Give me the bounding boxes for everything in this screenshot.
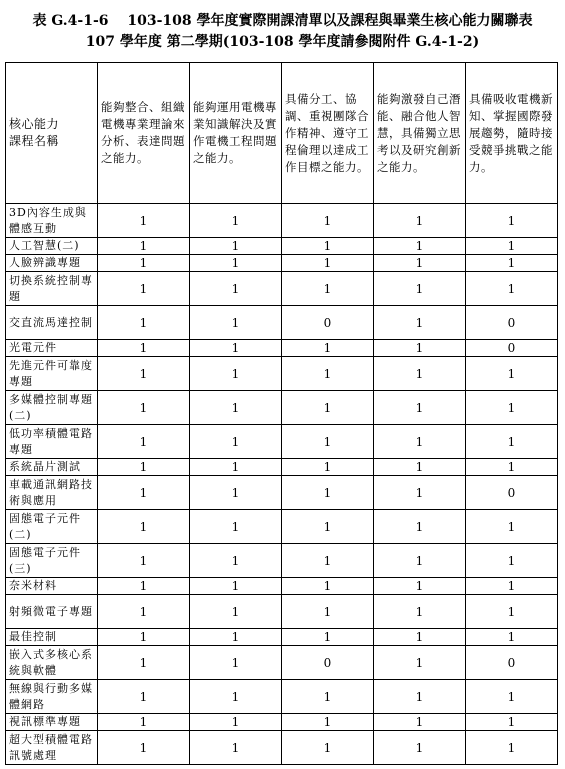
header-row (6, 63, 558, 204)
table-subcaption: 107 學年度 第二學期(103-108 學年度請參閱附件 G.4-1-2) (85, 34, 480, 50)
competency-value-cell: 1 (98, 340, 190, 357)
course-name-cell: 多媒體控制專題(二) (6, 391, 98, 425)
competency-value-cell: 1 (466, 544, 558, 578)
table-row (6, 391, 558, 425)
course-name-cell: 視訊標準專題 (6, 714, 98, 731)
competency-header-2: 能夠運用電機專業知識解決及實作電機工程問題之能力。 (190, 63, 282, 204)
competency-value-cell: 1 (282, 238, 374, 255)
competency-value-cell: 1 (190, 680, 282, 714)
competency-value-cell: 1 (466, 238, 558, 255)
competency-value-cell: 1 (282, 714, 374, 731)
competency-value-cell: 1 (190, 476, 282, 510)
course-name-cell: 奈米材料 (6, 578, 98, 595)
competency-value-cell: 1 (282, 204, 374, 238)
competency-value-cell: 0 (466, 476, 558, 510)
table-row (6, 595, 558, 629)
competency-value-cell: 1 (374, 629, 466, 646)
competency-value-cell: 1 (282, 629, 374, 646)
table-row (6, 357, 558, 391)
competency-value-cell: 1 (190, 714, 282, 731)
competency-value-cell: 1 (282, 731, 374, 765)
competency-value-cell: 1 (374, 544, 466, 578)
competency-value-cell: 1 (190, 459, 282, 476)
competency-value-cell: 1 (374, 238, 466, 255)
table-caption: 表 G.4-1-6 103-108 學年度實際開課清單以及課程與畢業生核心能力關聯表 (32, 13, 533, 29)
competency-value-cell: 1 (282, 510, 374, 544)
competency-value-cell: 1 (374, 578, 466, 595)
table-row (6, 714, 558, 731)
table-row (6, 510, 558, 544)
competency-value-cell: 1 (190, 340, 282, 357)
competency-value-cell: 0 (282, 306, 374, 340)
competency-value-cell: 1 (190, 510, 282, 544)
competency-value-cell: 1 (466, 680, 558, 714)
competency-value-cell: 1 (374, 646, 466, 680)
competency-value-cell: 1 (466, 391, 558, 425)
course-name-cell: 人臉辨識專題 (6, 255, 98, 272)
competency-value-cell: 1 (374, 357, 466, 391)
table-row (6, 204, 558, 238)
competency-value-cell: 1 (466, 459, 558, 476)
competency-value-cell: 1 (466, 629, 558, 646)
competency-value-cell: 1 (282, 425, 374, 459)
table-row (6, 476, 558, 510)
competency-value-cell: 1 (282, 680, 374, 714)
table-row (6, 255, 558, 272)
table-row (6, 629, 558, 646)
competency-header-1: 能夠整合、組織電機專業理論來分析、表達問題之能力。 (98, 63, 190, 204)
course-name-cell: 切換系統控制專題 (6, 272, 98, 306)
competency-value-cell: 1 (190, 595, 282, 629)
competency-value-cell: 1 (98, 680, 190, 714)
table-row (6, 238, 558, 255)
competency-value-cell: 1 (282, 272, 374, 306)
competency-value-cell: 1 (190, 629, 282, 646)
competency-value-cell: 1 (282, 459, 374, 476)
competency-value-cell: 1 (282, 544, 374, 578)
competency-value-cell: 1 (190, 391, 282, 425)
competency-value-cell: 1 (190, 306, 282, 340)
competency-value-cell: 1 (466, 425, 558, 459)
competency-value-cell: 1 (374, 306, 466, 340)
competency-value-cell: 1 (98, 714, 190, 731)
competency-value-cell: 1 (98, 595, 190, 629)
competency-value-cell: 0 (466, 306, 558, 340)
competency-value-cell: 1 (466, 578, 558, 595)
competency-value-cell: 1 (98, 629, 190, 646)
competency-value-cell: 1 (190, 238, 282, 255)
competency-value-cell: 1 (98, 544, 190, 578)
course-name-cell: 超大型積體電路訊號處理 (6, 731, 98, 765)
core-competency-label: 核心能力 (9, 117, 60, 131)
competency-value-cell: 1 (282, 391, 374, 425)
competency-value-cell: 1 (98, 578, 190, 595)
competency-value-cell: 0 (466, 340, 558, 357)
course-name-cell: 先進元件可靠度專題 (6, 357, 98, 391)
competency-value-cell: 1 (374, 391, 466, 425)
competency-value-cell: 1 (374, 595, 466, 629)
competency-value-cell: 1 (466, 595, 558, 629)
competency-value-cell: 1 (98, 204, 190, 238)
course-name-cell: 3D內容生成與體感互動 (6, 204, 98, 238)
competency-value-cell: 1 (190, 731, 282, 765)
competency-value-cell: 1 (98, 425, 190, 459)
table-row (6, 272, 558, 306)
table-row (6, 544, 558, 578)
competency-value-cell: 1 (466, 272, 558, 306)
competency-value-cell: 1 (466, 714, 558, 731)
competency-value-cell: 1 (98, 272, 190, 306)
competency-value-cell: 1 (374, 476, 466, 510)
course-name-cell: 車載通訊網路技術與應用 (6, 476, 98, 510)
competency-value-cell: 1 (374, 425, 466, 459)
competency-value-cell: 1 (374, 731, 466, 765)
competency-value-cell: 1 (98, 476, 190, 510)
course-name-cell: 嵌入式多核心系統與軟體 (6, 646, 98, 680)
competency-value-cell: 1 (466, 204, 558, 238)
competency-value-cell: 1 (98, 391, 190, 425)
competency-value-cell: 1 (466, 731, 558, 765)
competency-value-cell: 1 (98, 255, 190, 272)
course-name-cell: 無線與行動多媒體網路 (6, 680, 98, 714)
course-name-cell: 最佳控制 (6, 629, 98, 646)
table-row (6, 731, 558, 765)
competency-course-table (5, 62, 558, 765)
competency-value-cell: 1 (98, 357, 190, 391)
competency-value-cell: 1 (190, 425, 282, 459)
competency-value-cell: 1 (282, 340, 374, 357)
competency-value-cell: 1 (374, 680, 466, 714)
competency-value-cell: 1 (190, 646, 282, 680)
course-name-cell: 固態電子元件(三) (6, 544, 98, 578)
competency-value-cell: 1 (466, 357, 558, 391)
course-name-cell: 低功率積體電路專題 (6, 425, 98, 459)
competency-value-cell: 1 (190, 255, 282, 272)
competency-value-cell: 1 (98, 306, 190, 340)
competency-value-cell: 1 (190, 204, 282, 238)
competency-value-cell: 1 (190, 357, 282, 391)
competency-value-cell: 1 (282, 578, 374, 595)
competency-value-cell: 1 (282, 255, 374, 272)
table-row (6, 680, 558, 714)
competency-value-cell: 1 (190, 272, 282, 306)
competency-value-cell: 1 (282, 357, 374, 391)
course-name-cell: 人工智慧(二) (6, 238, 98, 255)
competency-value-cell: 1 (98, 646, 190, 680)
competency-value-cell: 0 (282, 646, 374, 680)
competency-value-cell: 1 (190, 578, 282, 595)
competency-value-cell: 1 (374, 340, 466, 357)
competency-value-cell: 1 (282, 595, 374, 629)
table-row (6, 459, 558, 476)
table-row (6, 578, 558, 595)
competency-value-cell: 1 (98, 731, 190, 765)
course-name-cell: 系統晶片測試 (6, 459, 98, 476)
course-name-cell: 固態電子元件(二) (6, 510, 98, 544)
competency-value-cell: 1 (374, 255, 466, 272)
competency-value-cell: 0 (466, 646, 558, 680)
corner-header (6, 63, 98, 204)
competency-value-cell: 1 (282, 476, 374, 510)
course-name-label: 課程名稱 (9, 134, 60, 148)
table-body (6, 204, 558, 765)
table-row (6, 340, 558, 357)
course-name-cell: 光電元件 (6, 340, 98, 357)
table-row (6, 306, 558, 340)
competency-value-cell: 1 (374, 459, 466, 476)
competency-value-cell: 1 (374, 714, 466, 731)
competency-value-cell: 1 (98, 459, 190, 476)
competency-value-cell: 1 (466, 255, 558, 272)
table-row (6, 646, 558, 680)
competency-header-3: 具備分工、協調、重視團隊合作精神、遵守工程倫理以達成工作目標之能力。 (282, 63, 374, 204)
competency-value-cell: 1 (98, 510, 190, 544)
course-name-cell: 射頻微電子專題 (6, 595, 98, 629)
competency-header-5: 具備吸收電機新知、掌握國際發展趨勢，隨時接受競爭挑戰之能力。 (466, 63, 558, 204)
competency-header-4: 能夠激發自己潛能、融合他人智慧，具備獨立思考以及研究創新之能力。 (374, 63, 466, 204)
competency-value-cell: 1 (374, 272, 466, 306)
table-row (6, 425, 558, 459)
competency-value-cell: 1 (466, 510, 558, 544)
course-name-cell: 交直流馬達控制 (6, 306, 98, 340)
competency-value-cell: 1 (190, 544, 282, 578)
competency-value-cell: 1 (98, 238, 190, 255)
competency-value-cell: 1 (374, 510, 466, 544)
competency-value-cell: 1 (374, 204, 466, 238)
